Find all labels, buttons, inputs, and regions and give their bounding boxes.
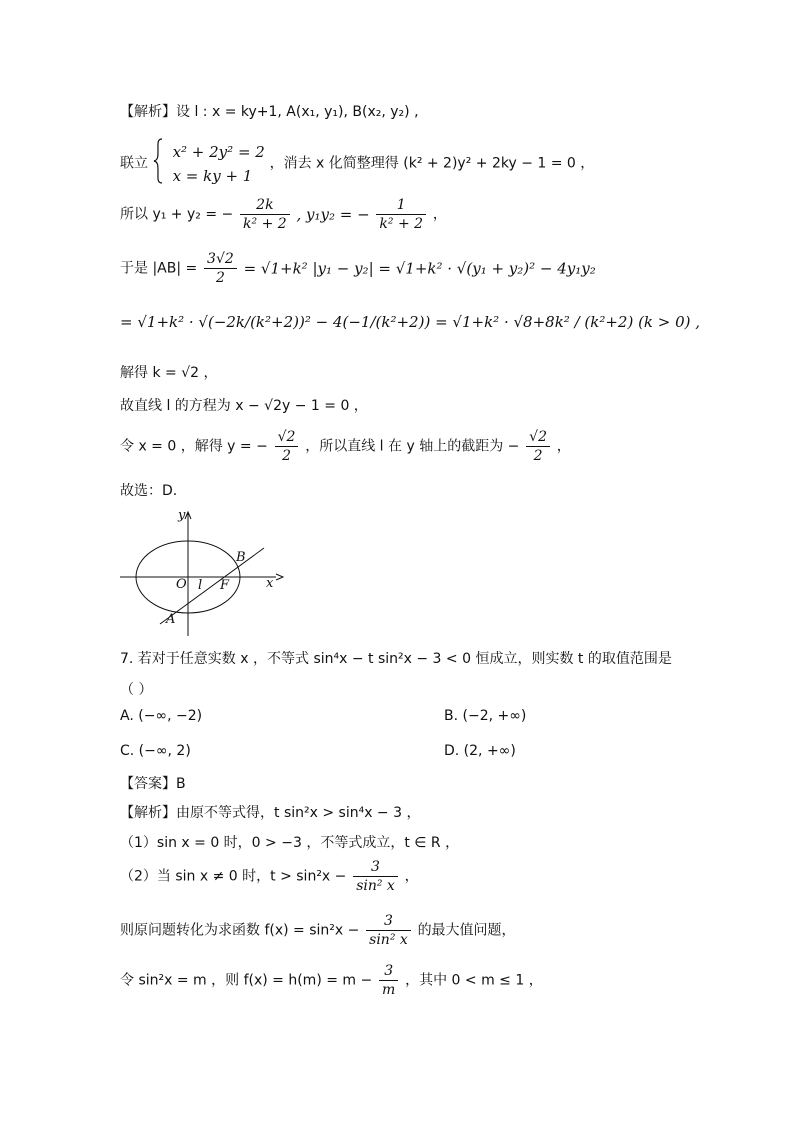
analysis-line-7: 故直线 l 的方程为 x − √2y − 1 = 0 ，	[120, 398, 368, 414]
analysis-line-2: 联立 x² + 2y² = 2 x = ky + 1 ，消去 x 化简整理得 (k² + 2)y² + 2ky − 1 = 0 ，	[120, 138, 594, 189]
analysis-line-4: 于是 |AB| = $\frac{3√2}{2}$ = √1+k² |y₁ − y₂| = √1+k² · √(y₁ + y₂)² − 4y₁y₂	[120, 251, 596, 286]
q7-answer: 【答案】B	[120, 776, 186, 792]
system-eq-1: x² + 2y² = 2	[172, 142, 265, 161]
q7-solution-2: （1）sin x = 0 时，0 > −3 ，不等式成立，t ∈ R ，	[120, 835, 460, 851]
analysis-line-3: 所以 y₁ + y₂ = − $\frac{2k}{\text{k² + 2}}$ , y₁y₂ = − $\frac{1}{\text{k² + 2}}$ ，	[120, 197, 447, 232]
analysis-line-6: 解得 k = √2 ，	[120, 365, 218, 381]
system-eq-2: x = ky + 1	[172, 166, 253, 185]
analysis-line-5: = √1+k² · √(−2k/(k²+2))² − 4(−1/(k²+2)) = √1+k² · √8+8k² / (k²+2) (k > 0) ,	[120, 313, 701, 331]
q7-solution-3: （2）当 sin x ≠ 0 时，t > sin²x − $\frac{3}{\text{sin² x}}$ ，	[120, 859, 419, 894]
q7-paren: （ ）	[120, 682, 153, 698]
q7-option-b: B. (−2, +∞)	[444, 708, 527, 724]
q7-solution-5: 令 sin²x = m ，则 f(x) = h(m) = m − $\frac{3}{m}$ ，其中 0 < m ≤ 1 ，	[120, 963, 543, 998]
q7-option-c: C. (−∞, 2)	[120, 743, 191, 759]
q7-solution-4: 则原问题转化为求函数 f(x) = sin²x − $\frac{3}{\text{sin² x}}$ 的最大值问题，	[120, 913, 516, 948]
q7-option-d: D. (2, +∞)	[444, 743, 516, 759]
analysis-line-9: 故选：D.	[120, 483, 178, 499]
analysis-line-8: 令 x = 0 ，解得 y = − $\frac{√2}{2}$ ，所以直线 l 在 y 轴上的截距为 − $\frac{√2}{2}$ ，	[120, 429, 571, 464]
q7-option-a: A. (−∞, −2)	[120, 708, 203, 724]
analysis-line-1: 【解析】设 l : x = ky+1, A(x₁, y₁), B(x₂, y₂) ,	[120, 104, 419, 120]
q7-solution-1: 【解析】由原不等式得，t sin²x > sin⁴x − 3 ，	[120, 805, 421, 821]
brace-icon	[153, 138, 163, 189]
ellipse-figure: y x O l F A B	[118, 508, 288, 642]
q7-stem: 7. 若对于任意实数 x ，不等式 sin⁴x − t sin²x − 3 < 0 恒成立，则实数 t 的取值范围是	[120, 651, 672, 667]
